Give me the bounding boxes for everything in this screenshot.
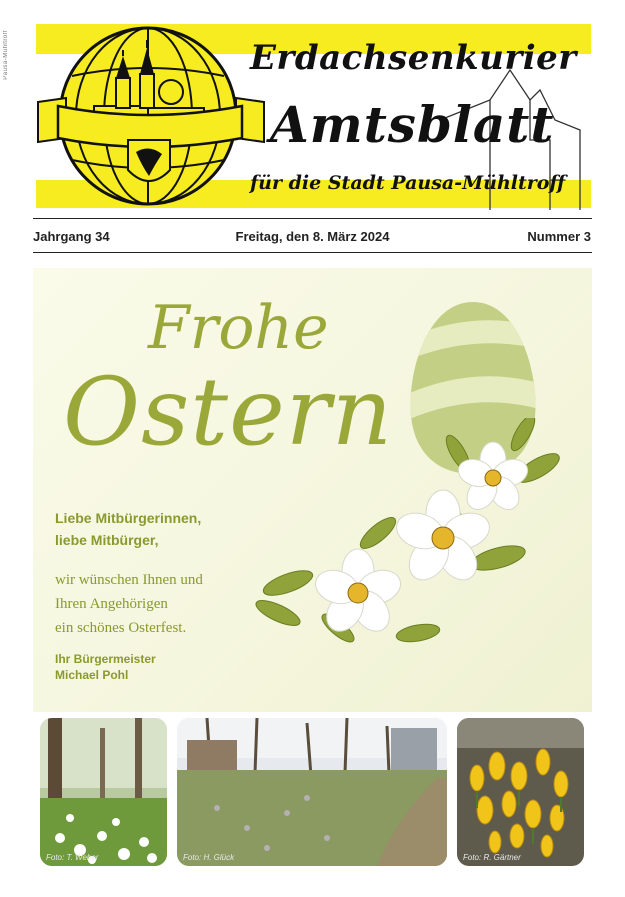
info-rule-bottom — [33, 252, 592, 253]
wish-line-1: wir wünschen Ihnen und — [55, 572, 203, 588]
photo-credit-gaertner: Foto: R. Gärtner — [463, 853, 521, 862]
masthead-subtitle: für die Stadt Pausa-Mühltroff — [250, 172, 566, 194]
signature-title: Ihr Bürgermeister — [55, 652, 156, 666]
greeting-line-2: liebe Mitbürger, — [55, 532, 159, 548]
photo-park-lawn — [177, 718, 447, 866]
issue-volume: Jahrgang 34 — [33, 229, 110, 244]
city-globe-logo — [36, 20, 266, 220]
issue-date: Freitag, den 8. März 2024 — [235, 229, 390, 244]
photo-credit-glueck: Foto: H. Glück — [183, 853, 235, 862]
side-label: Pausa-Mühltroff — [3, 30, 9, 80]
issue-number: Nummer 3 — [527, 229, 591, 244]
photo-anemones — [40, 718, 167, 866]
easter-headline-ostern: Ostern — [63, 358, 394, 467]
info-rule-top — [33, 218, 592, 219]
wish-text — [55, 568, 203, 640]
greeting-line-1: Liebe Mitbürgerinnen, — [55, 510, 202, 526]
easter-card — [33, 268, 592, 712]
flower-arrangement-icon — [248, 418, 578, 668]
signature-name: Michael Pohl — [55, 668, 129, 682]
easter-headline-frohe: Frohe — [148, 293, 329, 363]
wish-line-2: Ihren Angehörigen — [55, 596, 168, 612]
masthead-title-main: Amtsblatt — [270, 95, 555, 154]
masthead-title-top: Erdachsenkurier — [250, 38, 577, 78]
photo-crocuses — [457, 718, 584, 866]
photo-credit-weber: Foto: T. Weber — [46, 853, 99, 862]
wish-line-3: ein schönes Osterfest. — [55, 620, 187, 636]
